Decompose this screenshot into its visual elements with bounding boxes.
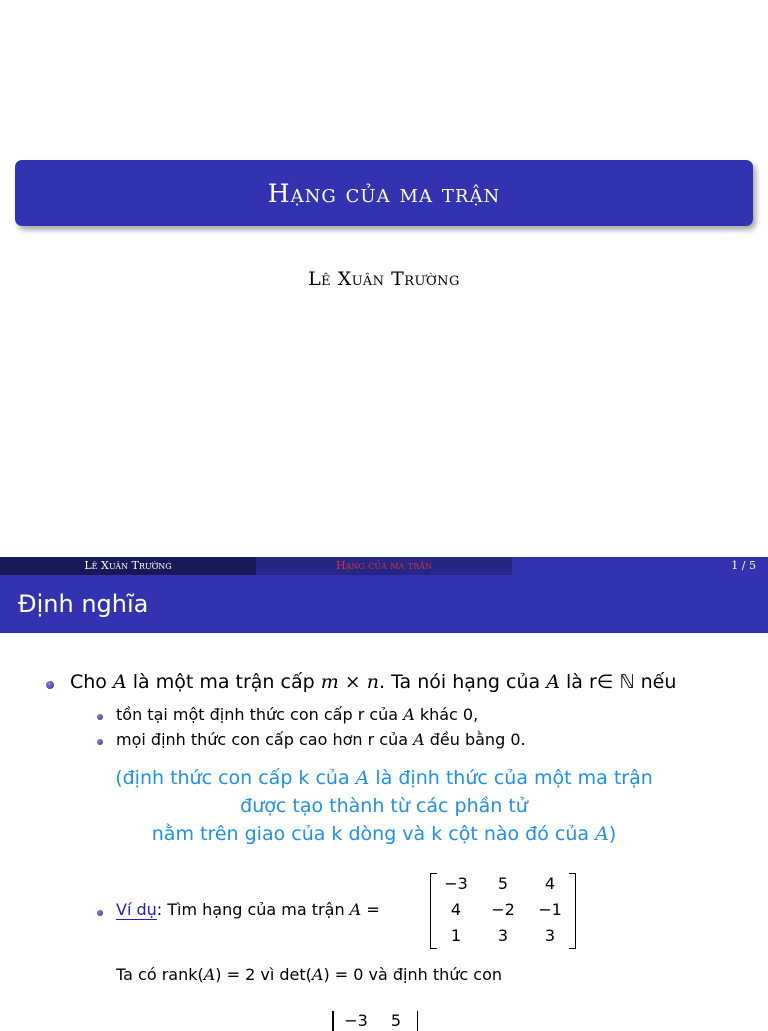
math-var: A — [413, 730, 425, 749]
text-segment: khác 0, — [414, 705, 479, 724]
text-segment: là một ma trận cấp — [126, 671, 321, 693]
sub-bullet-icon — [97, 714, 103, 720]
condition-2 — [116, 730, 526, 749]
matrix-cell: −1 — [538, 900, 562, 919]
text-segment: Ta có rank( — [116, 965, 204, 984]
example-label: Ví dụ — [116, 900, 157, 919]
footline-title: Hạng của ma trận — [256, 557, 512, 575]
math-var: A — [403, 705, 415, 724]
determinant-cell: −3 — [344, 1011, 368, 1030]
note-line-2: được tạo thành từ các phần tử — [240, 795, 528, 817]
footline-author: Lê Xuân Trường — [0, 557, 256, 575]
math-var: A — [112, 671, 127, 693]
math-var: A — [595, 823, 609, 845]
text-segment: là định thức của một ma trận — [369, 767, 653, 789]
determinant-cell: 5 — [390, 1011, 402, 1030]
sub-bullet-icon — [97, 910, 103, 916]
text-segment: đều bằng 0. — [424, 730, 526, 749]
condition-1 — [116, 705, 478, 724]
matrix-cell: 4 — [544, 874, 556, 893]
text-segment: . Ta nói hạng của — [378, 671, 547, 693]
bullet-icon — [46, 681, 54, 689]
sub-determinant — [332, 1011, 418, 1031]
frame-title: Định nghĩa — [0, 575, 768, 633]
text-segment: ) = 0 và định thức con — [323, 965, 503, 984]
conclusion-line — [116, 965, 502, 984]
text-segment: = — [361, 900, 380, 919]
note-line-1 — [0, 767, 768, 789]
matrix-cell: 5 — [497, 874, 509, 893]
matrix-cell: −3 — [444, 874, 468, 893]
matrix-a — [430, 873, 576, 949]
text-segment: : Tìm hạng của ma trận — [156, 900, 350, 919]
sub-bullet-icon — [97, 739, 103, 745]
matrix-cell: 3 — [497, 926, 509, 945]
math-var: A — [546, 671, 560, 693]
matrix-cell: −2 — [491, 900, 515, 919]
text-segment: ) — [608, 823, 617, 845]
text-segment: Cho — [70, 671, 113, 693]
presentation-title: Hạng của ma trận — [267, 178, 501, 208]
matrix-cell: 1 — [450, 926, 462, 945]
math-var: A — [311, 965, 324, 984]
math-dimension: m × n — [320, 671, 379, 693]
determinant-right-bar — [417, 1011, 419, 1031]
note-line-3 — [0, 823, 768, 845]
footline — [0, 557, 768, 575]
text-segment: tồn tại một định thức con cấp r của — [116, 705, 404, 724]
example-line — [116, 900, 380, 919]
text-segment: ) = 2 vì det( — [215, 965, 312, 984]
math-var: A — [355, 767, 370, 789]
frame-content — [0, 633, 768, 1030]
text-segment: mọi định thức con cấp cao hơn r của — [116, 730, 414, 749]
math-var: A — [349, 900, 362, 919]
text-segment: là r∈ ℕ nếu — [559, 671, 677, 693]
text-segment: nằm trên giao của k dòng và k cột nào đó của — [151, 823, 596, 845]
definition-line — [70, 671, 676, 693]
text-segment: (định thức con cấp k của — [115, 767, 356, 789]
title-box — [15, 160, 753, 226]
math-var: A — [203, 965, 216, 984]
author-name: Lê Xuân Trường — [308, 268, 460, 290]
matrix-cell: 4 — [450, 900, 462, 919]
matrix-cell: 3 — [544, 926, 556, 945]
footline-page-number: 1 / 5 — [512, 557, 768, 575]
